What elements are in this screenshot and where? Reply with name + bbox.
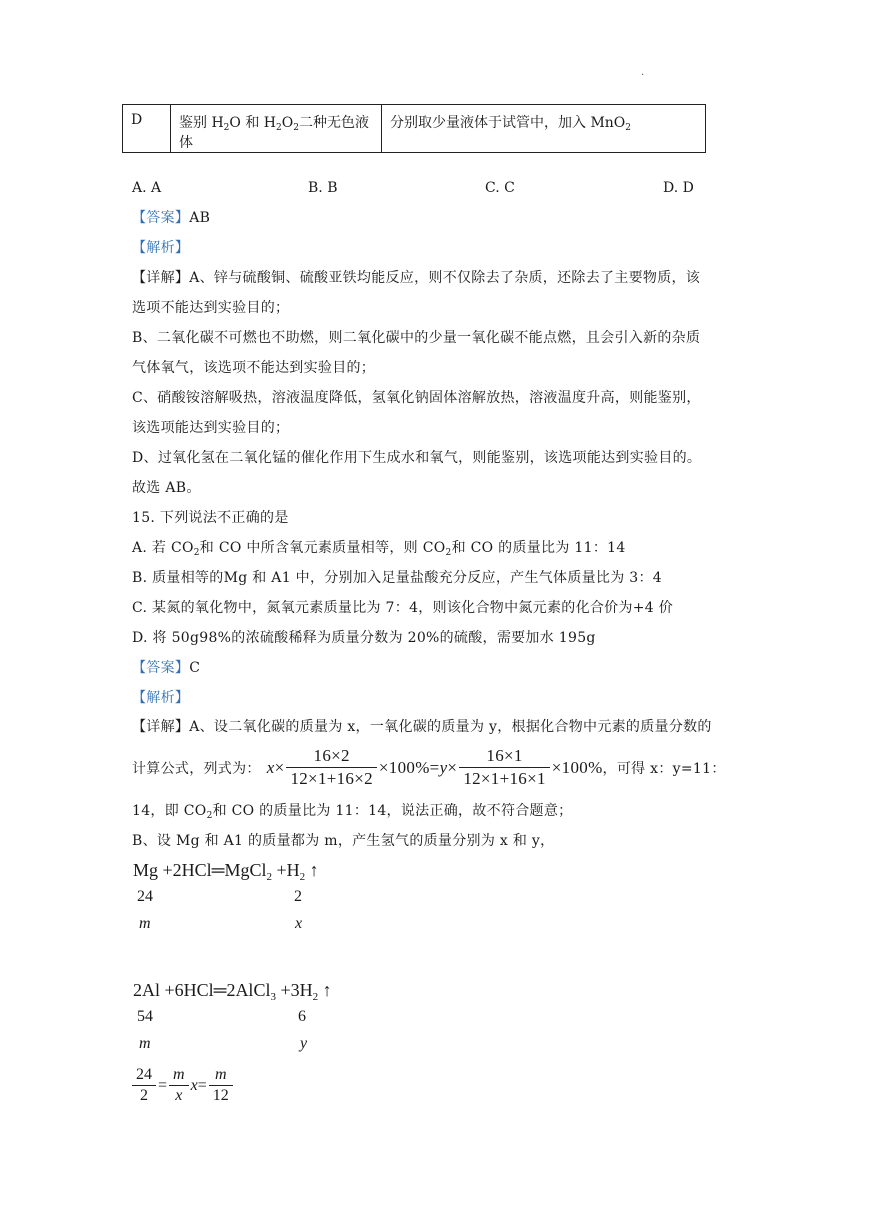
var-m: m (139, 1035, 151, 1052)
option-purpose: 鉴别 $H_2O$ 和 $H_2O_2$二种无色液体 (171, 105, 382, 153)
q15-detail-line: B、设 Mg 和 A1 的质量都为 m，产生氢气的质量分别为 x 和 y， (132, 833, 555, 849)
var-m: m (139, 915, 151, 932)
option-table (122, 104, 706, 153)
q15-stem: 15. 下列说法不正确的是 (132, 510, 289, 526)
choice-a: A. A (132, 180, 162, 196)
q15-analysis-tag: 【解析】 (132, 690, 190, 706)
table-row (123, 105, 706, 153)
q14-detail-line: B、二氧化碳不可燃也不助燃，则二氧化碳中的少量一氧化碳不能点燃，且会引入新的杂质 (132, 330, 701, 346)
q15-option-a: A. 若 $CO_2$和 CO 中所含氧元素质量相等，则 $CO_2$和 CO 的质量比为 11：14 (132, 540, 626, 558)
var-x: x (295, 915, 303, 932)
q14-detail-line: D、过氧化氢在二氧化锰的催化作用下生成水和氧气，则能鉴别，该选项能达到实验目的。 (132, 450, 702, 466)
q14-detail-line: C、硝酸铵溶解吸热，溶液温度降低，氢氧化钠固体溶解放热，溶液温度升高，则能鉴别， (132, 390, 701, 406)
q15-option-d: D. 将 50g98%的浓硫酸稀释为质量分数为 20%的硫酸，需要加水 195g (132, 630, 596, 646)
option-method: 分别取少量液体于试管中，加入 MnO$_2$ (382, 105, 706, 153)
q14-detail-line: 故选 AB。 (132, 480, 201, 496)
mg-molar-mass: 24 (137, 888, 153, 905)
choice-c: C. C (485, 180, 515, 196)
ratio-equation: $\frac{24}{2}$ = $\frac{m}{x}$ x = $\frac{m}{12}$ (130, 1066, 235, 1105)
h2-molar-mass: 2 (294, 888, 302, 905)
q15-formula-line: 计算公式，列式为： x × $\frac{16\times 2}{12\times 1+16\times 2}$ ×100% = y × $\frac{16\times 1}{12\times 1+16\times 1}$ ×100% ，可得 x：y=11： (132, 746, 726, 788)
choice-d: D. D (663, 180, 694, 196)
al-molar-mass: 54 (137, 1008, 153, 1025)
q14-analysis-tag: 【解析】 (132, 240, 190, 256)
page-dot: · (641, 70, 645, 81)
q14-detail-line: 【详解】A、锌与硫酸铜、硫酸亚铁均能反应，则不仅除去了杂质，还除去了主要物质，该 (132, 270, 701, 286)
var-y: y (300, 1035, 308, 1052)
mass-fraction-formula: x × $\frac{16\times 2}{12\times 1+16\times 2}$ ×100% = y × $\frac{16\times 1}{12\times 1+16\times 1}$ ×100% (266, 746, 603, 788)
reaction-al: 2Al +6HCl═2AlCl$_3$ $+3H_2$ ↑ (133, 980, 332, 1003)
q14-detail-line: 气体氧气，该选项不能达到实验目的； (132, 360, 376, 376)
h2-mass: 6 (298, 1008, 306, 1025)
q14-answer: 【答案】AB (132, 210, 211, 226)
q15-detail-line: 【详解】A、设二氧化碳的质量为 x，一氧化碳的质量为 y，根据化合物中元素的质量分数的 (132, 719, 712, 735)
choice-b: B. B (308, 180, 338, 196)
q15-detail-line: 14，即 $CO_2$和 CO 的质量比为 11：14，说法正确，故不符合题意； (132, 803, 573, 821)
q14-detail-line: 该选项能达到实验目的； (132, 420, 290, 436)
q15-answer: 【答案】C (132, 660, 201, 676)
q14-detail-line: 选项不能达到实验目的； (132, 300, 290, 316)
reaction-mg: Mg +2HCl═MgCl$_2$ $+H_2$ ↑ (133, 860, 319, 883)
q15-option-b: B. 质量相等的Mg 和 A1 中，分别加入足量盐酸充分反应，产生气体质量比为 3：4 (132, 570, 663, 586)
option-letter: D (123, 105, 171, 153)
q15-option-c: C. 某氮的氧化物中，氮氧元素质量比为 7：4，则该化合物中氮元素的化合价为+4 价 (132, 600, 674, 616)
